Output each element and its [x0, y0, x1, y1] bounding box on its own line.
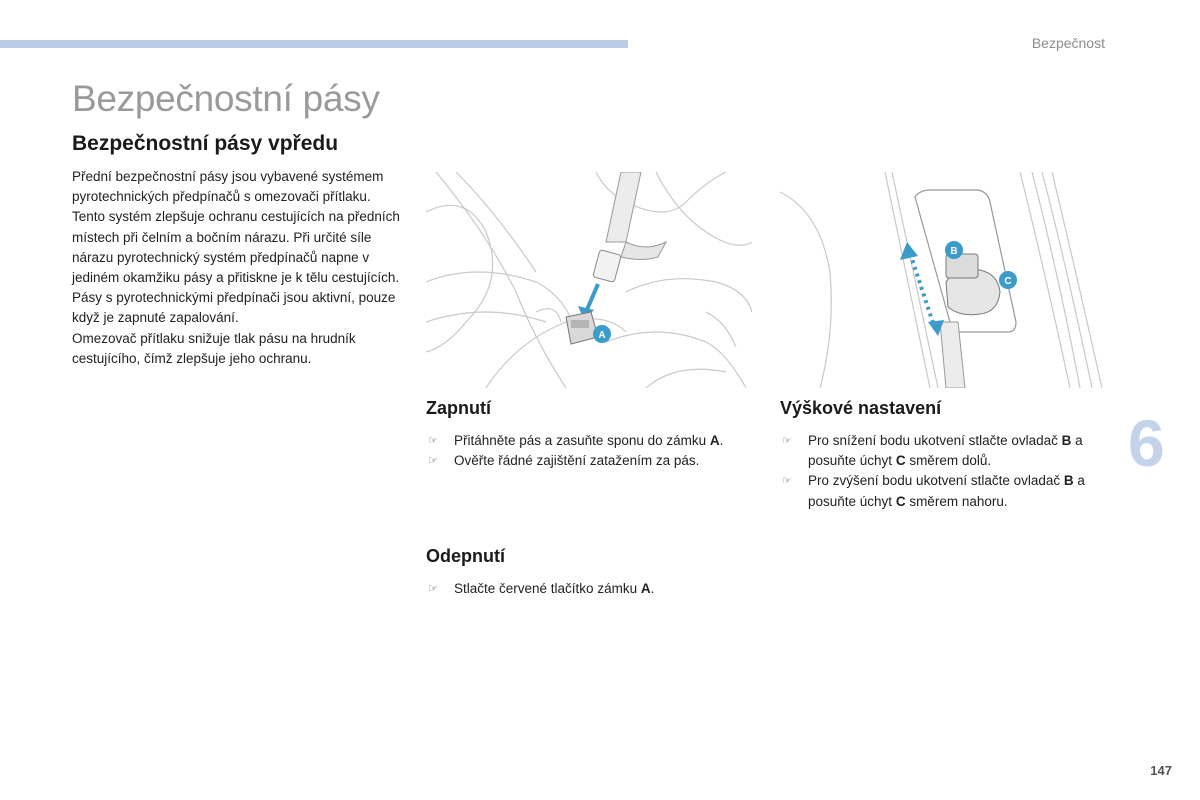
illustration-height-adjust — [780, 172, 1106, 388]
pointing-hand-icon: ☞ — [428, 583, 438, 595]
step-text: a posuňte úchyt — [808, 433, 1083, 469]
unfastening-heading: Odepnutí — [426, 546, 505, 566]
page-title: Bezpečnostní pásy — [72, 78, 380, 119]
step-key-label: B — [1063, 473, 1074, 489]
pointing-hand-icon: ☞ — [782, 435, 792, 447]
section-heading: Bezpečnostní pásy vpředu — [72, 132, 339, 155]
intro-paragraph: Tento systém zlepšuje ochranu cestujících na předních místech při čelním a bočním nárazu. Při určité síle nárazu pyrotechnický systém předpínačů napne v jediném okamžiku pásy a přitiskne je k tělu cestujících. — [72, 209, 400, 286]
list-item — [426, 431, 756, 451]
step-text: Pro snížení bodu ukotvení stlačte ovladač — [808, 433, 1062, 448]
step-text: a posuňte úchyt — [808, 473, 1085, 509]
list-item — [780, 431, 1110, 471]
step-text: Ověřte řádné zajištění zatažením za pás. — [454, 453, 700, 469]
chapter-number: 6 — [1128, 406, 1165, 480]
step-text: Pro zvýšení bodu ukotvení stlačte ovladač — [808, 473, 1064, 489]
header-accent-bar — [0, 40, 628, 48]
unfastening-steps — [426, 579, 756, 599]
list-item — [780, 471, 1110, 511]
step-text-end: směrem dolů. — [905, 453, 992, 469]
unfastening-section — [426, 546, 756, 599]
step-text-end: směrem nahoru. — [905, 493, 1008, 509]
intro-paragraph: Pásy s pyrotechnickými předpínači jsou aktivní, pouze když je zapnuté zapalování. — [72, 290, 396, 326]
height-adjust-steps — [780, 431, 1110, 512]
step-key-label: A — [640, 581, 651, 596]
intro-paragraph: Přední bezpečnostní pásy jsou vybavené systémem pyrotechnických předpínačů s omezovači přítlaku. — [72, 169, 384, 205]
intro-text — [72, 167, 412, 369]
list-item — [426, 451, 756, 471]
marker-b-label: B — [950, 246, 958, 257]
page-number: 147 — [1150, 763, 1172, 778]
marker-a-label: A — [598, 330, 606, 341]
fastening-steps — [426, 431, 756, 471]
list-item — [426, 579, 756, 599]
illustration-buckle — [426, 172, 752, 388]
fastening-section — [426, 398, 756, 471]
buckle-illustration-svg — [426, 172, 752, 388]
running-header-section: Bezpečnost — [1031, 35, 1105, 51]
step-text: Stlačte červené tlačítko zámku — [454, 581, 641, 596]
pointing-hand-icon: ☞ — [428, 435, 438, 447]
height-adjust-illustration-svg — [780, 172, 1106, 388]
fastening-heading: Zapnutí — [426, 398, 491, 418]
step-key-label: C — [895, 453, 906, 469]
marker-c-label: C — [1004, 276, 1012, 287]
step-text-end: . — [650, 581, 655, 596]
step-text-end: . — [719, 433, 724, 448]
step-key-label: A — [709, 433, 720, 448]
height-adjust-heading: Výškové nastavení — [780, 398, 942, 418]
step-text: Přitáhněte pás a zasuňte sponu do zámku — [454, 433, 710, 448]
intro-paragraph: Omezovač přítlaku snižuje tlak pásu na hrudník cestujícího, čímž zlepšuje jeho ochranu. — [72, 330, 356, 366]
pointing-hand-icon: ☞ — [782, 475, 792, 488]
step-key-label: B — [1061, 433, 1072, 448]
pointing-hand-icon: ☞ — [428, 455, 438, 468]
step-key-label: C — [895, 493, 906, 509]
height-adjust-section — [780, 398, 1110, 512]
